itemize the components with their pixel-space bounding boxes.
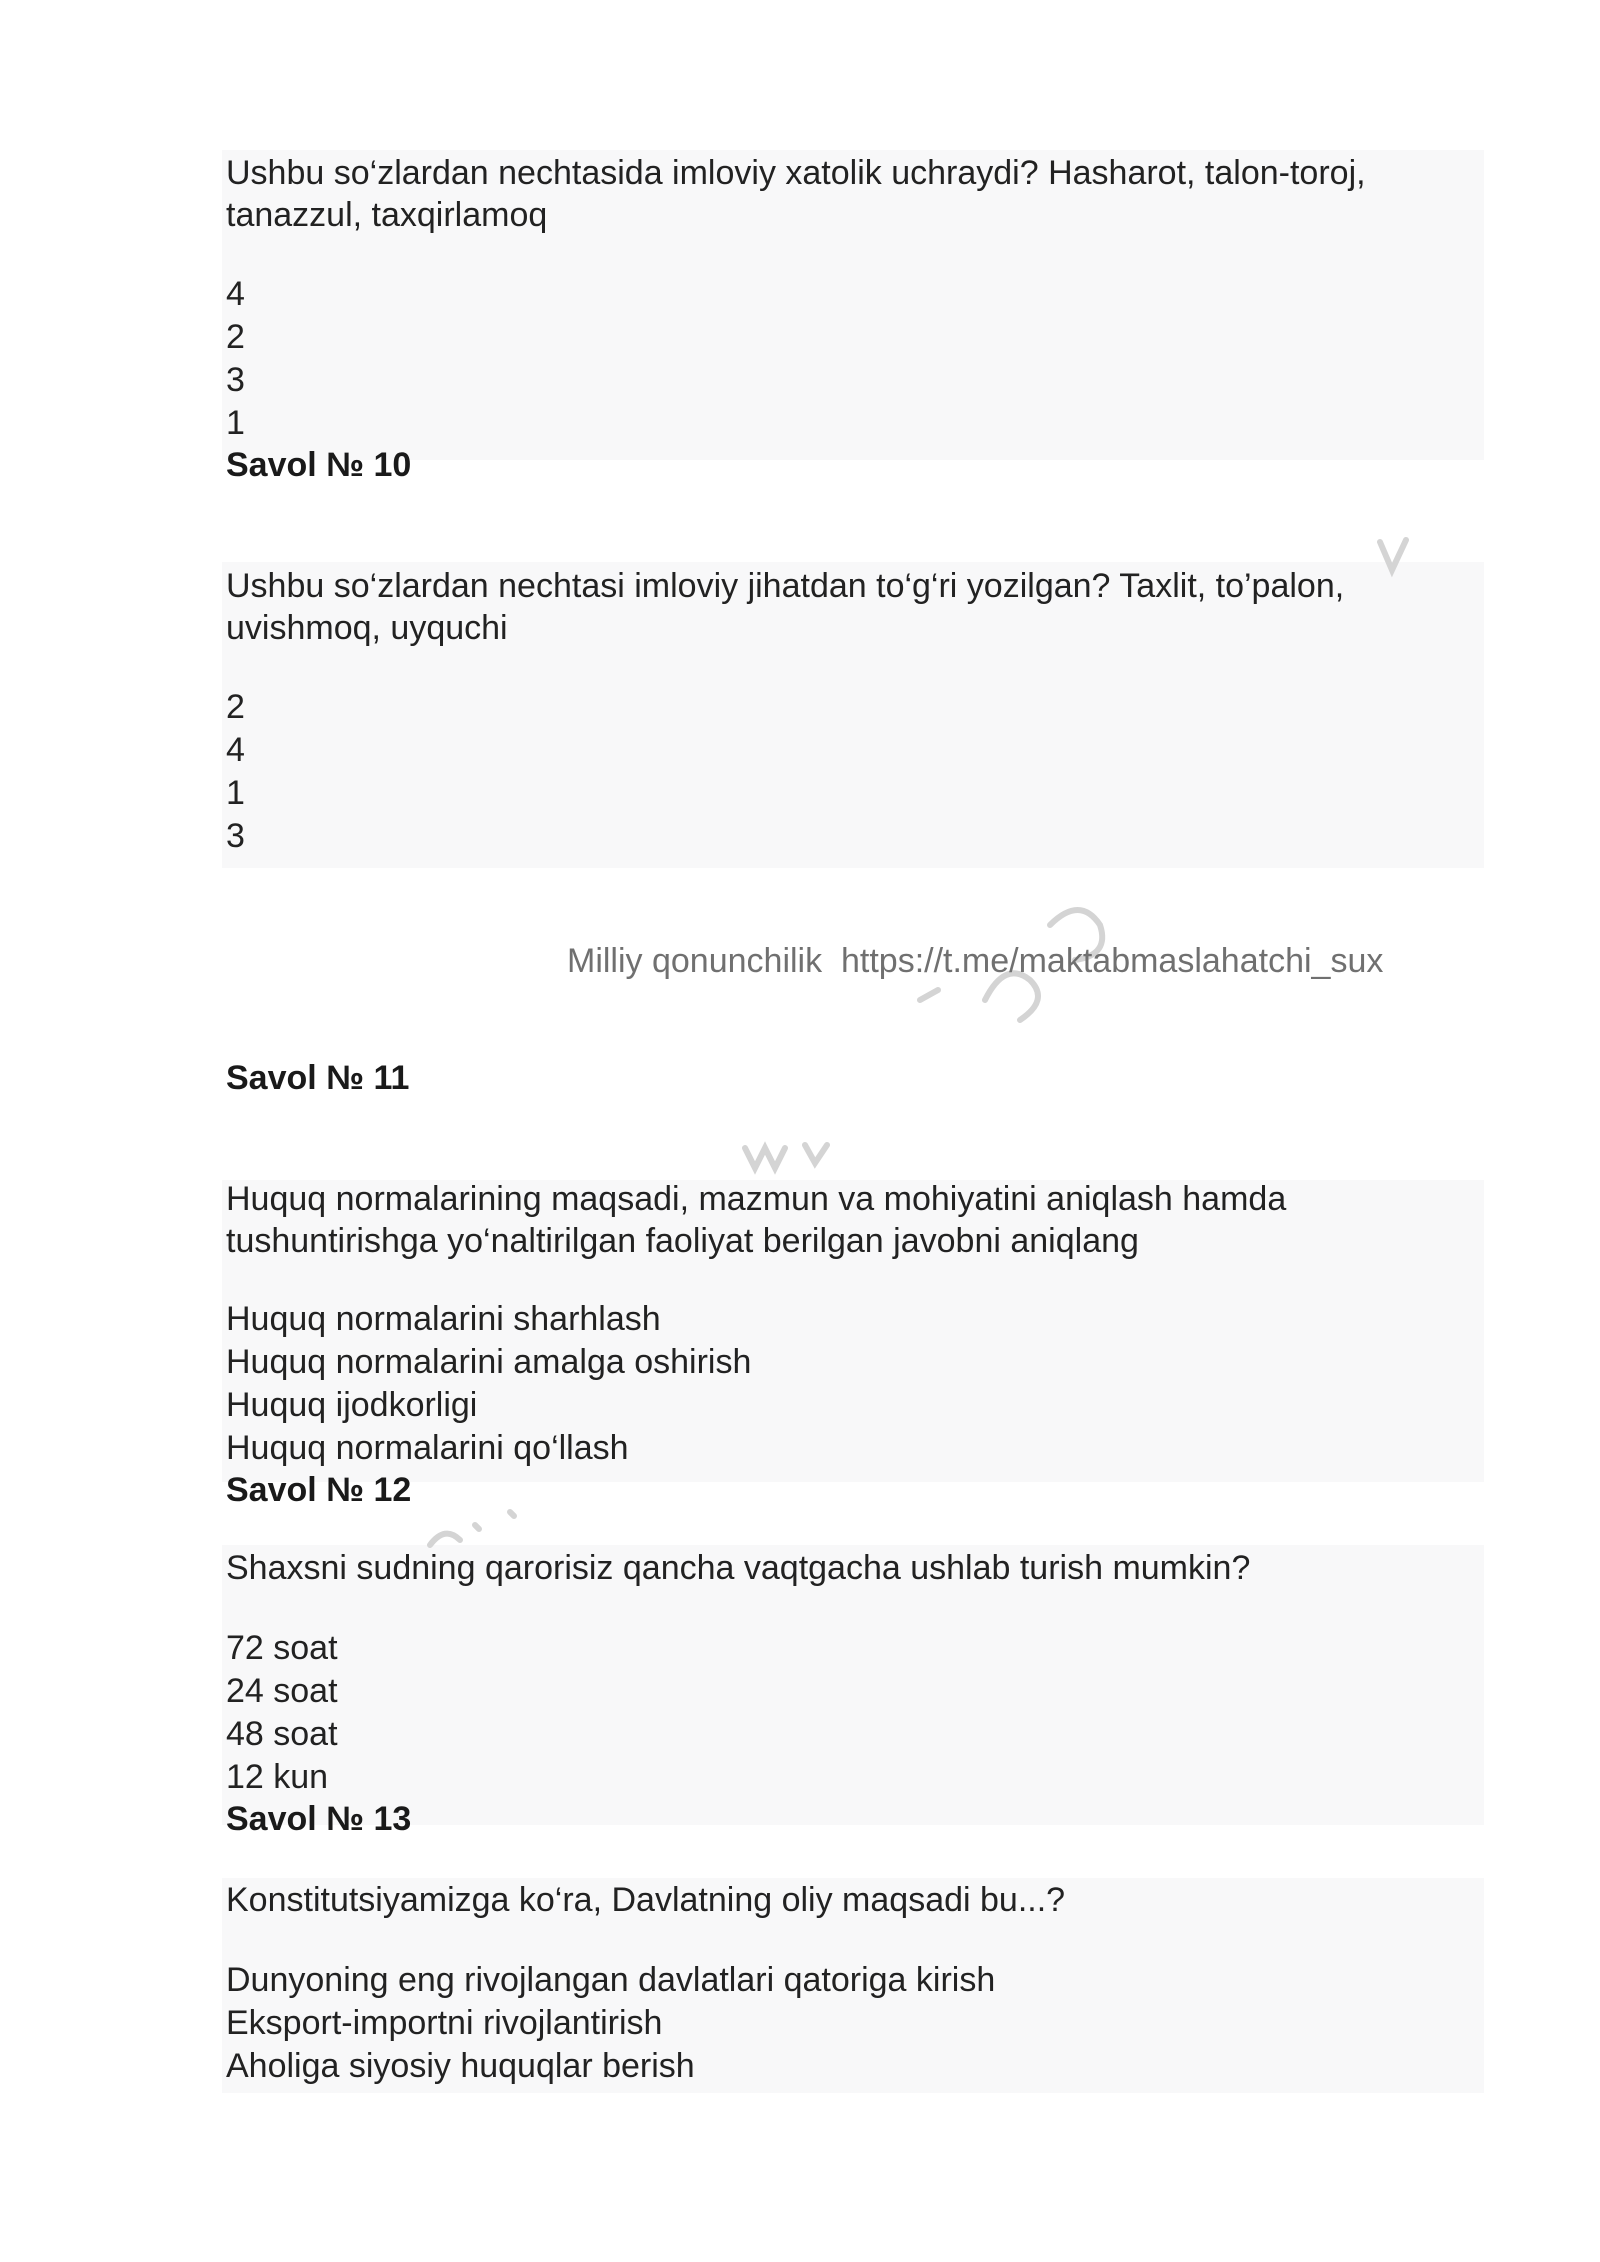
question-12-text: Shaxsni sudning qarorisiz qancha vaqtgacha ushlab turish mumkin? (226, 1549, 1251, 1587)
footer-source-line: Milliy qonunchilik https://t.me/maktabmaslahatchi_sux (567, 942, 1384, 980)
question-11-text: Huquq normalarining maqsadi, mazmun va mohiyatini aniqlash hamda tushuntirishga yo‘naltirilgan faoliyat berilgan javobni aniqlang (226, 1180, 1287, 1260)
question-12-option-2: 24 soat (226, 1672, 338, 1710)
question-12-option-4: 12 kun (226, 1758, 329, 1796)
question-12-heading: Savol № 12 (226, 1471, 412, 1509)
question-12-option-3: 48 soat (226, 1715, 338, 1753)
question-11-option-4: Huquq normalarini qo‘llash (226, 1429, 629, 1467)
question-13-text: Konstitutsiyamizga ko‘ra, Davlatning oliy maqsadi bu...? (226, 1881, 1066, 1919)
question-9-option-1: 4 (226, 275, 245, 313)
question-11-options (226, 1298, 751, 1470)
question-10-option-1: 2 (226, 688, 245, 726)
question-10-heading: Savol № 10 (226, 446, 412, 484)
question-10-option-2: 4 (226, 731, 245, 769)
question-9-options (226, 273, 245, 445)
question-9-option-4: 1 (226, 404, 245, 442)
question-9-option-3: 3 (226, 361, 245, 399)
question-13-heading: Savol № 13 (226, 1800, 412, 1838)
question-9-option-2: 2 (226, 318, 245, 356)
question-11-option-2: Huquq normalarini amalga oshirish (226, 1343, 752, 1381)
question-12-options (226, 1627, 338, 1799)
question-11-option-3: Huquq ijodkorligi (226, 1386, 478, 1424)
question-13-option-1: Dunyoning eng rivojlangan davlatlari qatoriga kirish (226, 1961, 996, 1999)
question-13-options (226, 1959, 995, 2088)
question-11-heading: Savol № 11 (226, 1059, 410, 1097)
question-13-option-3: Aholiga siyosiy huquqlar berish (226, 2047, 695, 2085)
question-10-option-4: 3 (226, 817, 245, 855)
question-10-option-3: 1 (226, 774, 245, 812)
question-13-option-2: Eksport-importni rivojlantirish (226, 2004, 663, 2042)
question-10-options (226, 686, 245, 858)
question-9-text: Ushbu so‘zlardan nechtasida imloviy xatolik uchraydi? Hasharot, talon-toroj, tanazzul, taxqirlamoq (226, 154, 1366, 234)
question-10-text: Ushbu so‘zlardan nechtasi imloviy jihatdan to‘g‘ri yozilgan? Taxlit, to’palon, uvishmoq, uyquchi (226, 567, 1345, 647)
question-11-option-1: Huquq normalarini sharhlash (226, 1300, 661, 1338)
question-12-option-1: 72 soat (226, 1629, 338, 1667)
